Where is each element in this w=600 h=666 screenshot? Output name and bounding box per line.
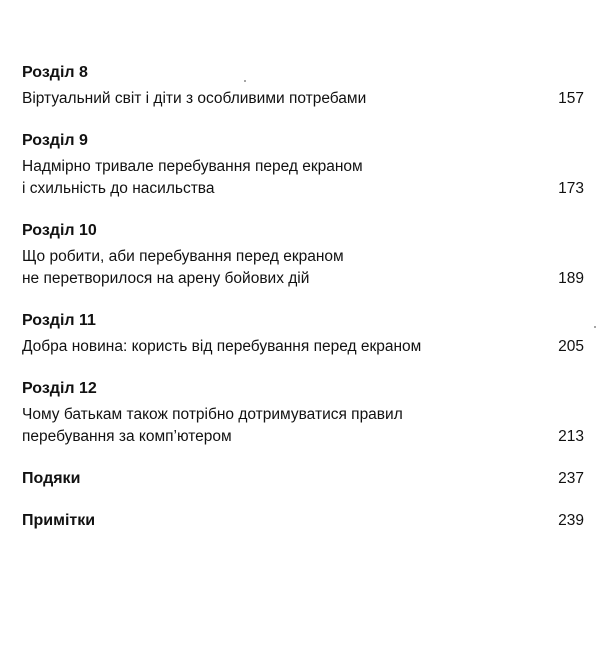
entry-title: Примітки — [22, 512, 96, 529]
toc-entry[interactable] — [22, 156, 584, 200]
toc-entry-acknowledgements[interactable] — [22, 468, 584, 490]
toc-entry[interactable] — [22, 336, 584, 358]
entry-title: Що робити, аби перебування перед екраном не перетворилося на арену бойових дій — [22, 248, 344, 287]
entry-title: Добра новина: користь від перебування перед екраном — [22, 338, 422, 355]
toc-entry[interactable] — [22, 404, 584, 448]
section-heading: Розділ 9 — [22, 132, 88, 149]
entry-page: 157 — [558, 90, 584, 107]
toc-section-9 — [22, 130, 584, 200]
entry-title: Подяки — [22, 470, 81, 487]
entry-page: 205 — [558, 338, 584, 355]
section-heading: Розділ 11 — [22, 312, 96, 329]
section-heading: Розділ 10 — [22, 222, 97, 239]
toc-entry[interactable] — [22, 88, 584, 110]
entry-page: 239 — [558, 512, 584, 529]
scan-speck — [244, 80, 246, 82]
section-heading: Розділ 12 — [22, 380, 97, 397]
entry-title: Віртуальний світ і діти з особливими потребами — [22, 90, 367, 107]
entry-page: 173 — [558, 180, 584, 197]
toc-section-12 — [22, 378, 584, 448]
toc-entry[interactable] — [22, 246, 584, 290]
toc-section-10 — [22, 220, 584, 290]
table-of-contents — [22, 62, 584, 532]
section-heading: Розділ 8 — [22, 64, 88, 81]
entry-title: Чому батькам також потрібно дотримуватися правил перебування за комп’ютером — [22, 406, 403, 445]
toc-section-11 — [22, 310, 584, 358]
entry-page: 213 — [558, 428, 584, 445]
scan-speck — [594, 326, 596, 328]
toc-section-8 — [22, 62, 584, 110]
entry-page: 237 — [558, 470, 584, 487]
entry-page: 189 — [558, 270, 584, 287]
toc-entry-notes[interactable] — [22, 510, 584, 532]
entry-title: Надмірно тривале перебування перед екраном і схильність до насильства — [22, 158, 363, 197]
